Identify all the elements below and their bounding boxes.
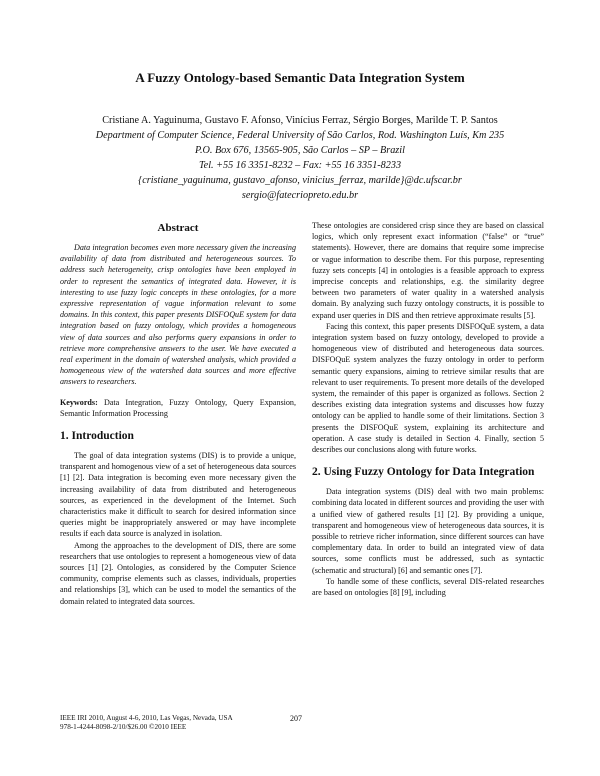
footer-line-1: IEEE IRI 2010, August 4-6, 2010, Las Vegas, Nevada, USA xyxy=(60,714,233,722)
left-column xyxy=(60,222,296,607)
section-1-heading: 1. Introduction xyxy=(60,430,134,443)
page-number: 207 xyxy=(290,714,302,723)
section-1-paragraph-2: Among the approaches to the development of DIS, there are some researchers that use ontologies to represent a homogeneous view of data sources [1] [2]. Ontologies, as considered by the Computer Science community, comprise elements such as classes, individuals, properties and relationships [3], which can be used to model the semantics of the domain related to integrated data sources. xyxy=(60,540,296,606)
phone-fax-line: Tel. +55 16 3351-8232 – Fax: +55 16 3351-8233 xyxy=(198,160,402,171)
paper-title: A Fuzzy Ontology-based Semantic Data Integration System xyxy=(135,70,465,85)
section-2-paragraph-2: To handle some of these conflicts, several DIS-related researches are based on ontologies [8] [9], including xyxy=(312,576,544,598)
email-line-2: sergio@fatecriopreto.edu.br xyxy=(241,190,359,201)
keywords-text: Data Integration, Fuzzy Ontology, Query Expansion, Semantic Information Processing xyxy=(60,397,297,418)
right-column xyxy=(312,220,544,598)
affiliation-line-1: Department of Computer Science, Federal University of São Carlos, Rod. Washington Luís, Km 235 xyxy=(95,130,505,141)
email-line-1: {cristiane_yaguinuma, gustavo_afonso, vinicius_ferraz, marilde}@dc.ufscar.br xyxy=(138,175,462,186)
footer-line-2: 978-1-4244-8098-2/10/$26.00 ©2010 IEEE xyxy=(60,723,187,731)
footer-conference-info xyxy=(60,714,233,732)
abstract-text: Data integration becomes even more necessary given the increasing availability of data from distributed and heterogeneous sources. To address such heterogeneity, crisp ontologies have been employed in order to represent the semantics of integrated data. However, it is interesting to use fuzzy logic concepts in these ontologies, for a more expressive representation of vague information relevant to some domains. In this context, this paper presents DISFOQuE system for data integration based on fuzzy ontology, which provides a homogeneous view of data sources and also performs query expansions in order to retrieve more comprehensive answers to the user. We have executed a real experiment in the domain of watershed analysis, which provided a homogeneous view of the watershed data sources and more effective answers to researchers. xyxy=(60,243,296,387)
keywords-paragraph xyxy=(60,397,296,419)
keywords-label: Keywords: xyxy=(60,397,98,407)
author-names: Cristiane A. Yaguinuma, Gustavo F. Afonso, Vinícius Ferraz, Sérgio Borges, Marilde T. P. Santos xyxy=(102,115,498,126)
section-1-paragraph-3: These ontologies are considered crisp since they are based on classical logics, which only represent exact information (“false” or “true” statements). However, there are domains that require some imprecise or vague information to describe them. For this purpose, representing fuzzy sets concepts [4] in ontologies is a feasible approach to express imprecise concepts and relationships, e.g. the similarity degree between two parameters of water quality in a watershed analysis domain. By analyzing such fuzzy ontology constructs, it is possible to expand user queries in DIS and then retrieve approximate results [5]. xyxy=(312,221,544,320)
section-2-paragraph-1: Data integration systems (DIS) deal with two main problems: combining data located in different sources and providing the user with a unified view of gathered results [1] [2]. By providing a unique, transparent and homogeneous view of heterogeneous data sources, it is possible to retrieve richer information, since different sources can have complementary data. In order to build an integrated view of data sources, some conflicts must be addressed, such as syntactic (schematic and structural) [6] and semantic ones [7]. xyxy=(312,487,544,575)
abstract-heading: Abstract xyxy=(157,222,199,234)
section-1-paragraph-4: Facing this context, this paper presents DISFOQuE system, a data integration system based on fuzzy ontology, developed to provide a homogeneous view of distributed and heterogeneous data sources. DISFOQuE system analyzes the fuzzy ontology in order to perform semantic query expansions, aiming to retrieve similar results that are relevant to user requirements. To present more details of the developed system, the remainder of this paper is organized as follows. Section 2 describes existing data integration systems and discusses how fuzzy ontology can be applied to handle some of their limitations. Section 3 presents the DISFOQuE system, explaining its architecture and operation. A case study is detailed in Section 4. Finally, section 5 describes our conclusions along with future works. xyxy=(312,321,544,455)
author-block xyxy=(40,113,560,203)
section-1-paragraph-1: The goal of data integration systems (DIS) is to provide a unique, transparent and homogenous view of a set of heterogeneous data sources [1] [2]. Data integration is becoming even more necessary given the increasing availability of data from distributed and heterogeneous sources, as experienced in the development of the Internet. Such characteristics make it difficult to search for desired information since queries might be inappropriately answered or may have incomplete results if each data source is analyzed in isolation. xyxy=(60,451,296,539)
section-2-heading: 2. Using Fuzzy Ontology for Data Integration xyxy=(312,466,535,479)
affiliation-line-2: P.O. Box 676, 13565-905, São Carlos – SP – Brazil xyxy=(195,145,405,156)
